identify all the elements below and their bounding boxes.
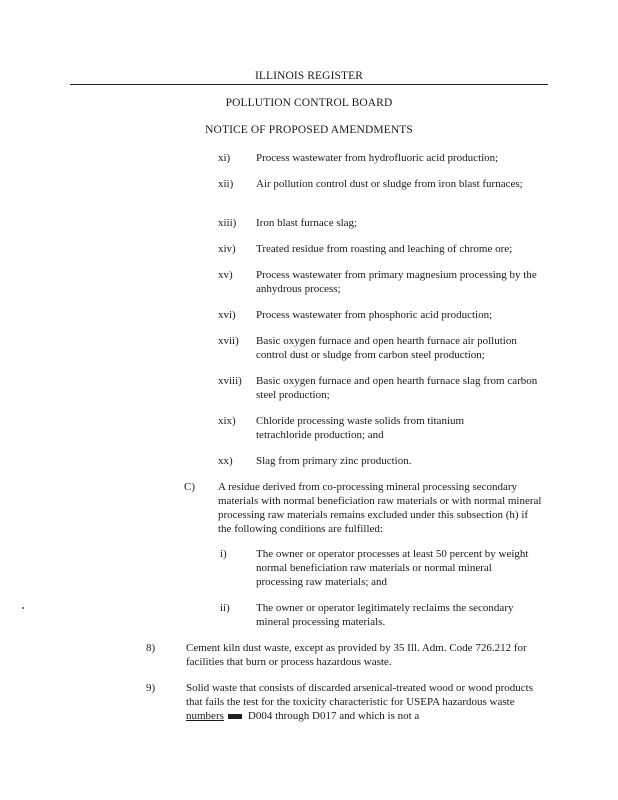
item-xviii-text: Basic oxygen furnace and open hearth furnace slag from carbon steel production; bbox=[256, 375, 538, 401]
item-8-label: 8) bbox=[146, 642, 156, 654]
item-xvii-label: xvii) bbox=[218, 335, 239, 347]
item-xiv-label: xiv) bbox=[218, 243, 236, 255]
item-9-text bbox=[186, 681, 536, 723]
item-c-label: C) bbox=[184, 481, 195, 493]
register-title bbox=[0, 70, 618, 82]
notice-title bbox=[0, 124, 618, 136]
board-title bbox=[0, 97, 618, 109]
item-xiii-text: Iron blast furnace slag; bbox=[256, 217, 358, 229]
item-xiii-label: xiii) bbox=[218, 217, 237, 229]
item-xi-label: xi) bbox=[218, 152, 231, 164]
register-title-text: ILLINOIS REGISTER bbox=[254, 70, 364, 82]
item-xvii-text: Basic oxygen furnace and open hearth furnace air pollution control dust or sludge from carbon steel production; bbox=[256, 335, 517, 361]
sub-item-ii-label: ii) bbox=[220, 602, 230, 614]
sub-item-ii-text: The owner or operator legitimately reclaims the secondary mineral processing materials. bbox=[256, 602, 514, 628]
item-9-text-a: Solid waste that consists of discarded arsenical-treated wood or wood products that fails the test for the toxicity characteristic for USEPA hazardous waste bbox=[186, 682, 534, 708]
item-xviii-label: xviii) bbox=[218, 375, 242, 387]
notice-title-text: NOTICE OF PROPOSED AMENDMENTS bbox=[205, 124, 413, 136]
item-xvi-text: Process wastewater from phosphoric acid production; bbox=[256, 309, 493, 321]
inserted-text: numbers bbox=[186, 710, 224, 722]
item-xix-label: xix) bbox=[218, 415, 236, 427]
item-xx-label: xx) bbox=[218, 455, 233, 467]
sub-item-i-label: i) bbox=[220, 548, 227, 560]
scan-speck bbox=[22, 607, 24, 609]
item-xv-label: xv) bbox=[218, 269, 233, 281]
deleted-text-mark bbox=[228, 714, 242, 719]
sub-item-i-text: The owner or operator processes at least 50 percent by weight normal beneficiation raw materials or normal mineral processing raw materials; and bbox=[256, 548, 529, 588]
item-xii-text: Air pollution control dust or sludge from iron blast furnaces; bbox=[256, 178, 523, 190]
header-rule bbox=[70, 84, 548, 85]
item-xii-label: xii) bbox=[218, 178, 234, 190]
item-xiv-text: Treated residue from roasting and leaching of chrome ore; bbox=[256, 243, 513, 255]
item-9-label: 9) bbox=[146, 682, 156, 694]
item-c-text: A residue derived from co-processing mineral processing secondary materials with normal beneficiation raw materials or with normal mineral processing raw materials remains excluded under this subsection (h) if the following conditions are fulfilled: bbox=[218, 481, 542, 535]
item-8-text: Cement kiln dust waste, except as provided by 35 Ill. Adm. Code 726.212 for facilities that burn or process hazardous waste. bbox=[186, 642, 527, 668]
item-9-text-b: D004 through D017 and which is not a bbox=[247, 710, 420, 722]
item-xx-text: Slag from primary zinc production. bbox=[256, 455, 412, 467]
item-xix-text: Chloride processing waste solids from titanium tetrachloride production; and bbox=[256, 415, 465, 441]
board-title-text: POLLUTION CONTROL BOARD bbox=[225, 97, 393, 109]
item-xvi-label: xvi) bbox=[218, 309, 236, 321]
item-xv-text: Process wastewater from primary magnesium processing by the anhydrous process; bbox=[256, 269, 537, 295]
item-xi-text: Process wastewater from hydrofluoric acid production; bbox=[256, 152, 499, 164]
